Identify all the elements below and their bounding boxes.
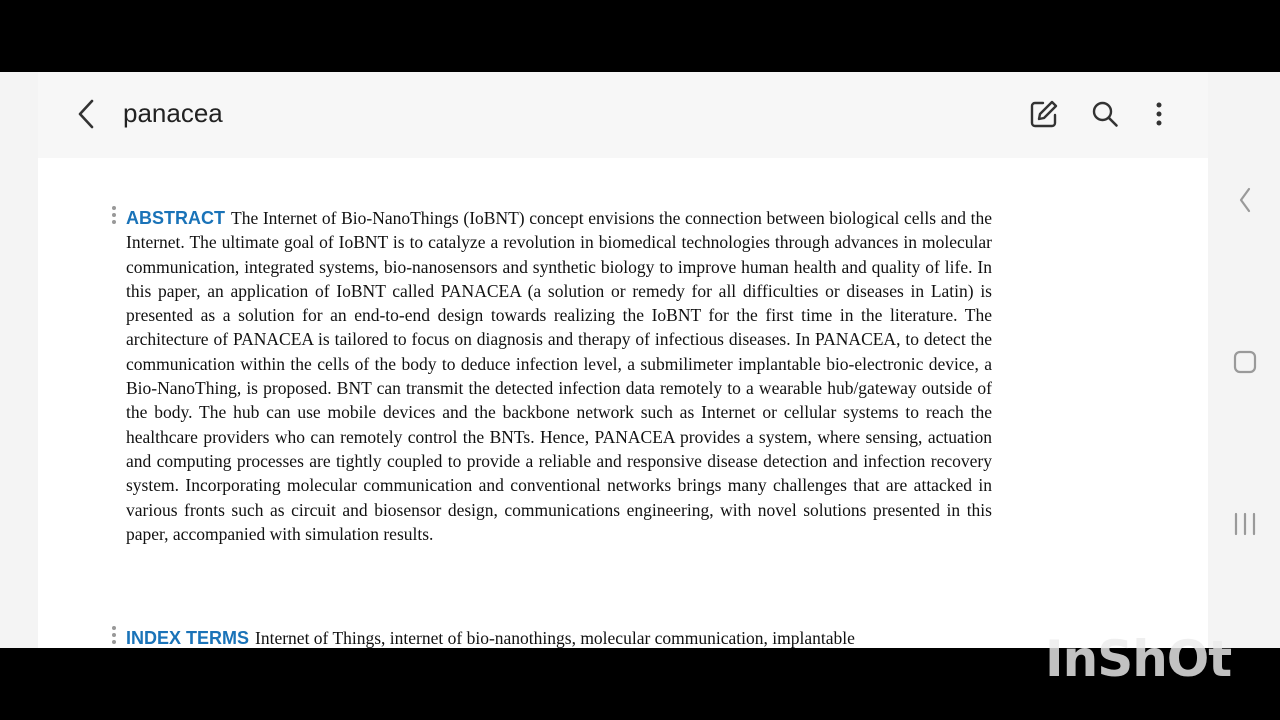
- system-back-button[interactable]: [1225, 180, 1265, 220]
- index-terms-text: Internet of Things, internet of bio-nanothings, molecular communication, implantable: [255, 628, 855, 648]
- abstract-paragraph: [126, 206, 992, 546]
- paragraph-handle-icon[interactable]: [112, 624, 118, 648]
- letterbox-top: [0, 0, 1280, 72]
- document-viewer: [38, 72, 1208, 648]
- abstract-label: ABSTRACT: [126, 208, 225, 228]
- inshot-watermark: InShOt: [1045, 630, 1232, 688]
- document-page: [38, 158, 1208, 648]
- index-terms-paragraph: [126, 626, 992, 648]
- nav-recents-icon: [1232, 511, 1258, 537]
- document-title: panacea: [123, 98, 223, 128]
- edit-button[interactable]: [1022, 92, 1066, 136]
- index-terms-label: INDEX TERMS: [126, 628, 250, 648]
- nav-back-icon: [1237, 186, 1253, 214]
- search-icon: [1090, 99, 1120, 129]
- system-recents-button[interactable]: [1225, 504, 1265, 544]
- abstract-text: The Internet of Bio-NanoThings (IoBNT) concept envisions the connection between biological cells and the Internet. The ultimate goal of IoBNT is to catalyze a revolution in biomedical technologies through advances in molecular communication, integrated systems, bio-nanosensors and synthetic biology to improve human health and quality of life. In this paper, an application of IoBNT called PANACEA (a solution or remedy for all difficulties or diseases in Latin) is presented as a solution for an end-to-end design towards realizing the IoBNT for the first time in the literature. The architecture of PANACEA is tailored to focus on diagnosis and therapy of infectious diseases. In PANACEA, to detect the communication within the cells of the body to deduce infection level, a submilimeter implantable bio-electronic device, a Bio-NanoThing, is proposed. BNT can transmit the detected infection data remotely to a wearable hub/gateway outside of the body. The hub can use mobile devices and the backbone network such as Internet or cellular systems to reach the healthcare providers who can remotely control the BNTs. Hence, PANACEA provides a system, where sensing, actuation and computing processes are tightly coupled to provide a reliable and responsive disease detection and infection recovery system. Incorporating molecular communication and conventional networks brings many challenges that are attacked in various fronts such as circuit and biosensor design, communications engineering, with novel solutions presented in this paper, accompanied with simulation results.: [126, 208, 992, 544]
- more-options-button[interactable]: [1137, 92, 1181, 136]
- chevron-left-icon: [75, 98, 97, 130]
- back-button[interactable]: [68, 94, 104, 134]
- system-home-button[interactable]: [1225, 342, 1265, 382]
- device-screen: [0, 72, 1280, 648]
- search-button[interactable]: [1083, 92, 1127, 136]
- nav-home-icon: [1232, 349, 1258, 375]
- paragraph-handle-icon[interactable]: [112, 204, 118, 230]
- app-bar: [38, 72, 1208, 158]
- edit-note-icon: [1029, 99, 1059, 129]
- more-vert-icon: [1154, 100, 1164, 128]
